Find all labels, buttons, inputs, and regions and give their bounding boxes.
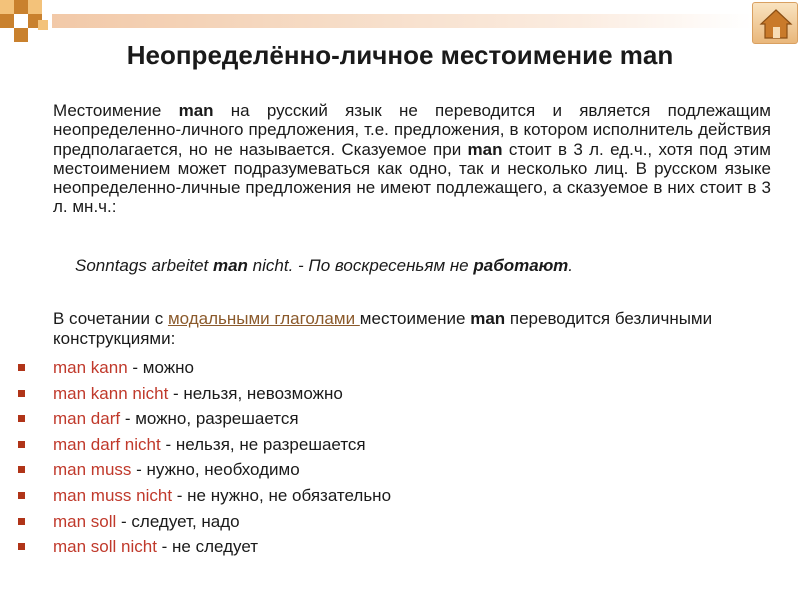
bullet-icon (18, 415, 25, 422)
list-item: man kann - можно (18, 355, 391, 381)
bullet-icon (18, 492, 25, 499)
home-icon (759, 8, 793, 40)
bullet-icon (18, 518, 25, 525)
bullet-icon (18, 364, 25, 371)
list-item: man darf - можно, разрешается (18, 406, 391, 432)
bullet-icon (18, 441, 25, 448)
list-item: man darf nicht - нельзя, не разрешается (18, 432, 391, 458)
bullet-icon (18, 543, 25, 550)
intro-paragraph: Местоимение man на русский язык не переводится и является подлежащим неопределенно-личного предложения, т.е. предложения, в котором исполнитель действия предполагается, но не называется. Сказуемое при man стоит в 3 л. ед.ч., хотя под этим местоимением может подразумеваться как одно, так и несколько лиц. В русском языке неопределенно-личные предложения не имеют подлежащего, а сказуемое в них стоит в 3 л. мн.ч.: (53, 101, 771, 217)
modal-verbs-paragraph: В сочетании с модальными глаголами местоимение man переводится безличными конструкциями: (53, 309, 713, 348)
construction-list (18, 355, 391, 560)
example-sentence: Sonntags arbeitet man nicht. - По воскресеньям не работают. (75, 256, 574, 275)
bullet-icon (18, 390, 25, 397)
home-button[interactable] (752, 2, 798, 44)
modal-verbs-link[interactable]: модальными глаголами (167, 309, 360, 328)
slide-title: Неопределённо-личное местоимение man (126, 40, 674, 70)
list-item: man soll nicht - не следует (18, 534, 391, 560)
list-item: man soll - следует, надо (18, 509, 391, 535)
bullet-icon (18, 466, 25, 473)
header-gradient-bar (52, 14, 752, 28)
list-item: man kann nicht - нельзя, невозможно (18, 381, 391, 407)
list-item: man muss nicht - не нужно, не обязательно (18, 483, 391, 509)
list-item: man muss - нужно, необходимо (18, 457, 391, 483)
